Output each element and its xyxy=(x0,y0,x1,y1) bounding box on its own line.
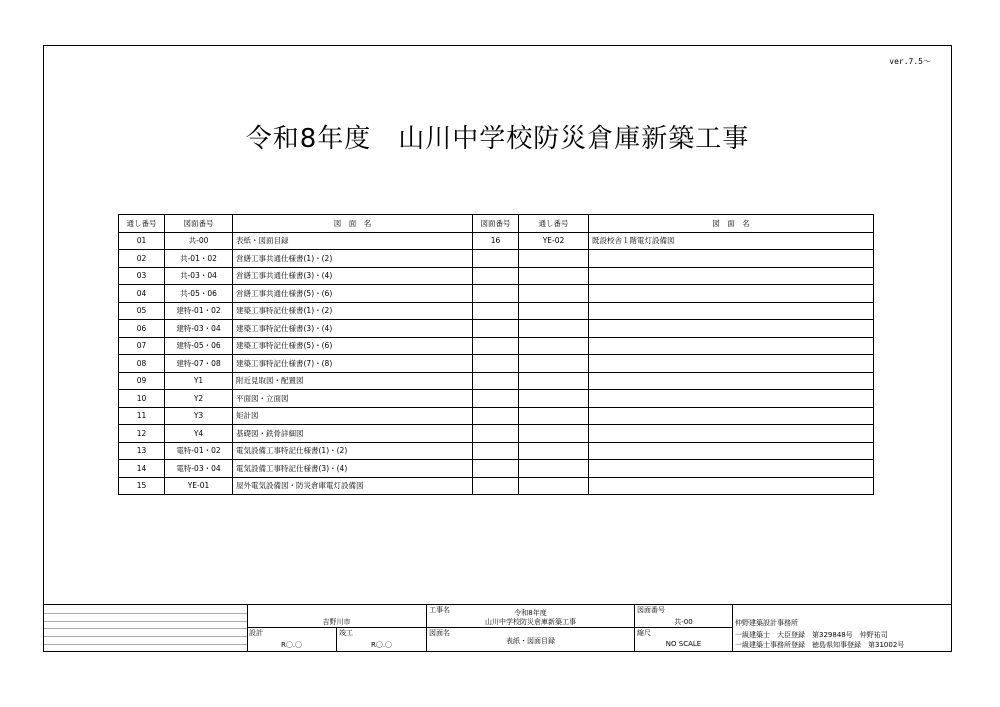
client-name: 吉野川市 xyxy=(322,618,351,626)
title-block xyxy=(44,604,951,651)
row-drawing-no-2 xyxy=(473,250,519,268)
row-drawing-name-2 xyxy=(589,285,874,303)
row-drawing-no-2 xyxy=(473,477,519,495)
row-serial-no-2: YE-02 xyxy=(519,232,589,250)
table-row xyxy=(119,232,874,250)
row-drawing-no: Y2 xyxy=(165,390,233,408)
table-row xyxy=(119,442,874,460)
row-drawing-name: 矩計図 xyxy=(233,407,473,425)
row-serial-no-2 xyxy=(519,477,589,495)
row-drawing-name-2 xyxy=(589,372,874,390)
row-drawing-no: 建特-03・04 xyxy=(165,320,233,338)
row-serial-no: 10 xyxy=(119,390,165,408)
row-drawing-name: 平面図・立面図 xyxy=(233,390,473,408)
table-row xyxy=(119,460,874,478)
project-label: 工事名 xyxy=(429,606,450,614)
row-drawing-name-2 xyxy=(589,302,874,320)
table-row xyxy=(119,337,874,355)
row-serial-no-2 xyxy=(519,390,589,408)
row-drawing-name-2 xyxy=(589,337,874,355)
row-serial-no-2 xyxy=(519,250,589,268)
table-row xyxy=(119,372,874,390)
table-row xyxy=(119,267,874,285)
row-serial-no: 03 xyxy=(119,267,165,285)
row-drawing-no-2 xyxy=(473,442,519,460)
row-drawing-no: YE-01 xyxy=(165,477,233,495)
row-drawing-no-2: 16 xyxy=(473,232,519,250)
drawing-no-label: 図面番号 xyxy=(637,606,665,614)
row-serial-no: 11 xyxy=(119,407,165,425)
row-serial-no-2 xyxy=(519,302,589,320)
project-cell xyxy=(427,605,635,628)
row-serial-no-2 xyxy=(519,337,589,355)
header-drawing-name-2: 図 面 名 xyxy=(589,215,874,233)
row-serial-no-2 xyxy=(519,267,589,285)
row-drawing-no-2 xyxy=(473,285,519,303)
table-header-row xyxy=(119,215,874,233)
row-serial-no-2 xyxy=(519,425,589,443)
project-line2: 山川中学校防災倉庫新築工事 xyxy=(485,618,576,626)
row-drawing-no: 建特-01・02 xyxy=(165,302,233,320)
row-drawing-name-2 xyxy=(589,460,874,478)
row-serial-no: 08 xyxy=(119,355,165,373)
row-drawing-name: 建築工事特記仕様書(1)・(2) xyxy=(233,302,473,320)
row-drawing-no-2 xyxy=(473,407,519,425)
header-serial-no: 通し番号 xyxy=(119,215,165,233)
header-drawing-name: 図 面 名 xyxy=(233,215,473,233)
row-serial-no-2 xyxy=(519,442,589,460)
row-drawing-name-2 xyxy=(589,355,874,373)
row-drawing-no: Y1 xyxy=(165,372,233,390)
project-line1: 令和8年度 xyxy=(514,609,547,617)
row-drawing-name: 建築工事特記仕様書(7)・(8) xyxy=(233,355,473,373)
table-row xyxy=(119,355,874,373)
row-drawing-name: 建築工事特記仕様書(5)・(6) xyxy=(233,337,473,355)
completion-cell xyxy=(337,628,427,651)
row-drawing-name-2 xyxy=(589,390,874,408)
row-drawing-no-2 xyxy=(473,302,519,320)
row-drawing-no: 共-05・06 xyxy=(165,285,233,303)
header-serial-no-2: 通し番号 xyxy=(519,215,589,233)
row-drawing-name: 附近見取図・配置図 xyxy=(233,372,473,390)
row-serial-no-2 xyxy=(519,320,589,338)
drawing-name-cell xyxy=(427,628,635,651)
row-serial-no: 02 xyxy=(119,250,165,268)
scale-label: 縮尺 xyxy=(637,629,651,637)
row-drawing-no-2 xyxy=(473,372,519,390)
row-drawing-name: 表紙・図面目録 xyxy=(233,232,473,250)
row-drawing-no: 共-01・02 xyxy=(165,250,233,268)
completion-value: R〇.〇 xyxy=(370,641,393,649)
row-drawing-name-2 xyxy=(589,407,874,425)
revision-lines xyxy=(44,605,248,651)
page-title: 令和8年度 山川中学校防災倉庫新築工事 xyxy=(245,124,750,154)
row-drawing-no: 建特-07・08 xyxy=(165,355,233,373)
row-serial-no-2 xyxy=(519,407,589,425)
client-cell xyxy=(247,605,427,628)
table-row xyxy=(119,285,874,303)
row-serial-no: 09 xyxy=(119,372,165,390)
row-serial-no: 14 xyxy=(119,460,165,478)
row-drawing-no: 電特-03・04 xyxy=(165,460,233,478)
header-drawing-no: 図面番号 xyxy=(165,215,233,233)
row-drawing-no: 共-00 xyxy=(165,232,233,250)
row-drawing-name-2 xyxy=(589,250,874,268)
row-serial-no-2 xyxy=(519,285,589,303)
table-row xyxy=(119,407,874,425)
table-row xyxy=(119,390,874,408)
office-registration: 一級建築士事務所登録 徳島県知事登録 第31002号 xyxy=(735,641,905,649)
scale-cell xyxy=(635,628,733,651)
row-drawing-no: Y3 xyxy=(165,407,233,425)
row-drawing-name-2 xyxy=(589,320,874,338)
row-drawing-no: 電特-01・02 xyxy=(165,442,233,460)
row-drawing-name-2 xyxy=(589,425,874,443)
row-drawing-no: Y4 xyxy=(165,425,233,443)
row-drawing-no-2 xyxy=(473,355,519,373)
row-drawing-no: 建特-05・06 xyxy=(165,337,233,355)
row-serial-no-2 xyxy=(519,372,589,390)
row-drawing-no-2 xyxy=(473,337,519,355)
table-row xyxy=(119,320,874,338)
design-cell xyxy=(247,628,337,651)
drawing-name-value: 表紙・図面目録 xyxy=(506,637,555,645)
drawing-sheet xyxy=(43,45,952,652)
office-cell xyxy=(733,605,951,651)
row-serial-no: 06 xyxy=(119,320,165,338)
row-drawing-name: 建築工事特記仕様書(3)・(4) xyxy=(233,320,473,338)
row-drawing-name: 電気設備工事特記仕様書(3)・(4) xyxy=(233,460,473,478)
drawing-no-value: 共-00 xyxy=(674,618,693,626)
row-drawing-no-2 xyxy=(473,267,519,285)
version-label: ver.7.5～ xyxy=(889,57,931,66)
office-name: 仲野建築設計事務所 xyxy=(735,619,798,627)
row-drawing-no-2 xyxy=(473,390,519,408)
row-drawing-name-2 xyxy=(589,267,874,285)
table-row xyxy=(119,302,874,320)
row-drawing-name: 営繕工事共通仕様書(3)・(4) xyxy=(233,267,473,285)
row-drawing-no-2 xyxy=(473,320,519,338)
row-drawing-no: 共-03・04 xyxy=(165,267,233,285)
row-drawing-name: 基礎図・鉄骨詳細図 xyxy=(233,425,473,443)
row-drawing-name: 電気設備工事特記仕様書(1)・(2) xyxy=(233,442,473,460)
table-row xyxy=(119,425,874,443)
scale-value: NO SCALE xyxy=(665,640,702,648)
design-value: R〇.〇 xyxy=(280,641,303,649)
row-drawing-name-2: 既設校舎１階電灯設備図 xyxy=(589,232,874,250)
row-drawing-no-2 xyxy=(473,425,519,443)
header-drawing-no-2: 図面番号 xyxy=(473,215,519,233)
row-serial-no: 04 xyxy=(119,285,165,303)
row-drawing-name-2 xyxy=(589,442,874,460)
architect-registration: 一級建築士 大臣登録 第329848号 仲野祐司 xyxy=(735,631,888,639)
row-serial-no: 15 xyxy=(119,477,165,495)
row-drawing-name: 屋外電気設備図・防災倉庫電灯設備図 xyxy=(233,477,473,495)
row-serial-no: 13 xyxy=(119,442,165,460)
row-serial-no: 01 xyxy=(119,232,165,250)
table-row xyxy=(119,477,874,495)
row-serial-no: 12 xyxy=(119,425,165,443)
completion-label: 竣工 xyxy=(339,629,353,637)
design-label: 設計 xyxy=(249,629,263,637)
drawing-no-cell xyxy=(635,605,733,628)
row-serial-no: 05 xyxy=(119,302,165,320)
row-drawing-no-2 xyxy=(473,460,519,478)
table-row xyxy=(119,250,874,268)
row-serial-no-2 xyxy=(519,355,589,373)
row-drawing-name-2 xyxy=(589,477,874,495)
row-serial-no: 07 xyxy=(119,337,165,355)
row-serial-no-2 xyxy=(519,460,589,478)
drawing-index-table xyxy=(118,214,874,495)
drawing-name-label: 図面名 xyxy=(429,629,450,637)
row-drawing-name: 営繕工事共通仕様書(1)・(2) xyxy=(233,250,473,268)
row-drawing-name: 営繕工事共通仕様書(5)・(6) xyxy=(233,285,473,303)
